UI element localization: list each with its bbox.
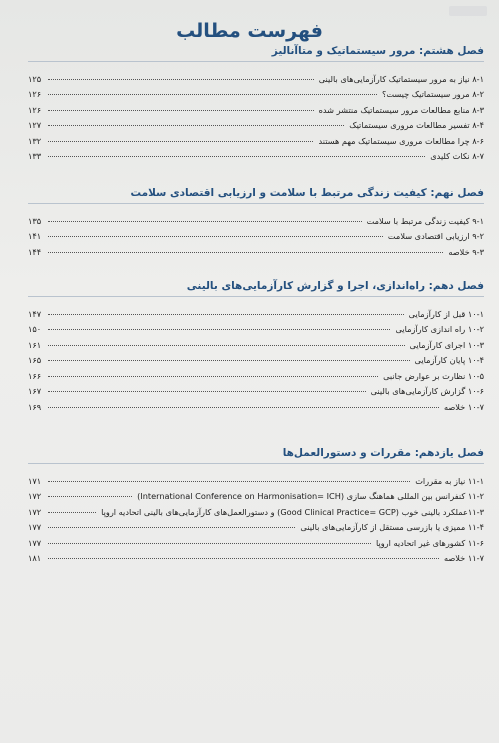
toc-entry-text: ۸-۱ نیاز به مرور سیستماتیک کارآزمایی‌های بالینی [318,73,484,84]
toc-list [28,68,484,161]
toc-entry [28,99,484,115]
toc-entry [28,210,484,226]
page-number: ۱۷۷ [28,537,42,548]
page-number: ۱۲۶ [28,104,42,115]
leader-dots [48,329,390,330]
toc-entry-text: ۱۱-۷ خلاصه [443,553,484,563]
toc-entry-text: ۸-۶ چرا مطالعات مروری سیستماتیک مهم هستند [318,135,484,146]
page-number: ۱۳۳ [28,151,42,161]
toc-list [28,470,484,563]
toc-entry [28,241,484,257]
toc-list [28,303,484,412]
page-number: ۱۷۱ [28,475,42,486]
toc-entry [28,84,484,100]
toc-entry [28,130,484,146]
leader-dots [48,407,439,408]
toc-entry [28,381,484,397]
toc-entry [28,334,484,350]
chapter-section-10 [28,280,484,412]
page-number: ۱۵۰ [28,324,42,334]
toc-entry-text: ۱۰-۲ راه اندازی کارآزمایی [395,324,484,334]
page-number: ۱۴۴ [28,246,42,257]
page-number: ۱۶۵ [28,355,42,365]
page-number: ۱۷۲ [28,491,42,501]
chapter-title: فصل نهم: کیفیت زندگی مرتبط با سلامت و ارزیابی اقتصادی سلامت [28,187,484,204]
toc-entry [28,532,484,548]
leader-dots [48,110,314,111]
toc-entry-text: ۸-۴ تفسیر مطالعات مروری سیستماتیک [349,120,484,130]
toc-entry-text: ۱۱-۲ کنفرانس بین المللی هماهنگ سازی (International Conference on Harmonisation= ICH) [137,491,484,501]
scan-smudge [449,6,487,16]
page-number: ۱۴۱ [28,231,42,241]
page-number: ۱۴۷ [28,308,42,319]
page-number: ۱۲۷ [28,120,42,130]
toc-entry [28,470,484,486]
toc-entry-text: ۹-۱ کیفیت زندگی مرتبط با سلامت [366,215,484,226]
page-number: ۱۳۲ [28,135,42,146]
toc-entry [28,146,484,162]
leader-dots [48,141,313,142]
toc-entry-text: ۱۱-۴ ممیزی یا بازرسی مستقل از کارآزمایی‌های بالینی [300,522,484,532]
leader-dots [48,543,371,544]
leader-dots [48,481,410,482]
toc-entry-text: ۱۰-۳ اجرای کارآزمایی [409,339,484,350]
page-number: ۱۷۷ [28,522,42,532]
toc-entry [28,365,484,381]
leader-dots [48,496,132,497]
toc-entry-text: ۱۰-۶ گزارش کارآزمایی‌های بالینی [370,386,484,396]
chapter-title: فصل هشتم: مرور سیستماتیک و متاآنالیز [28,45,484,62]
leader-dots [48,252,443,253]
page-number: ۱۲۵ [28,73,42,84]
toc-entry-text: ۱۰-۱ قبل از کارآزمایی [408,308,484,319]
leader-dots [48,94,377,95]
toc-entry [28,486,484,502]
leader-dots [48,345,405,346]
toc-entry [28,68,484,84]
leader-dots [48,391,366,392]
page-title: فهرست مطالب [176,20,323,42]
toc-entry-text: ۸-۲ مرور سیستماتیک چیست؟ [381,89,484,99]
page-number: ۱۳۵ [28,215,42,226]
toc-entry-text: ۸-۳ منابع مطالعات مرور سیستماتیک منتشر شده [318,104,484,115]
toc-list [28,210,484,257]
leader-dots [48,314,404,315]
leader-dots [48,527,295,528]
chapter-section-8 [28,45,484,161]
toc-entry [28,396,484,412]
toc-entry-text: ۹-۲ ارزیابی اقتصادی سلامت [387,231,484,241]
toc-entry-text: ۱۱-۳عملکرد بالینی خوب (Good Clinical Practice= GCP) و دستورالعمل‌های کارآزمایی‌های بالینی اتحادیه اروپا [101,506,484,517]
page-number: ۱۸۱ [28,553,42,563]
leader-dots [48,558,439,559]
page-number: ۱۷۲ [28,506,42,517]
toc-entry-text: ۱۰-۷ خلاصه [443,401,484,412]
chapter-title: فصل یازدهم: مقررات و دستورالعمل‌ها [28,447,484,464]
toc-entry-text: ۸-۷ نکات کلیدی [430,151,484,161]
toc-entry [28,303,484,319]
toc-entry-text: ۱۰-۵ نظارت بر عوارض جانبی [383,370,484,381]
page-number: ۱۲۶ [28,89,42,99]
toc-entry-text: ۱۰-۴ پایان کارآزمایی [414,355,484,365]
page-number: ۱۶۱ [28,339,42,350]
leader-dots [48,79,314,80]
toc-entry [28,319,484,335]
leader-dots [48,221,362,222]
page-number: ۱۶۷ [28,386,42,396]
toc-entry [28,548,484,564]
leader-dots [48,360,410,361]
toc-entry [28,115,484,131]
chapter-title: فصل دهم: راه‌اندازی، اجرا و گزارش کارآزمایی‌های بالینی [28,280,484,297]
toc-entry [28,226,484,242]
toc-entry-text: ۱۱-۱ نیاز به مقررات [415,475,484,486]
toc-entry [28,517,484,533]
page-number: ۱۶۶ [28,370,42,381]
page-number: ۱۶۹ [28,401,42,412]
toc-entry-text: ۹-۳ خلاصه [448,246,484,257]
leader-dots [48,376,378,377]
leader-dots [48,156,425,157]
leader-dots [48,512,96,513]
toc-entry [28,350,484,366]
leader-dots [48,125,344,126]
chapter-section-9 [28,187,484,257]
toc-entry-text: ۱۱-۶ کشورهای غیر اتحادیه اروپا [375,537,484,548]
chapter-section-11 [28,447,484,563]
leader-dots [48,236,383,237]
toc-entry [28,501,484,517]
